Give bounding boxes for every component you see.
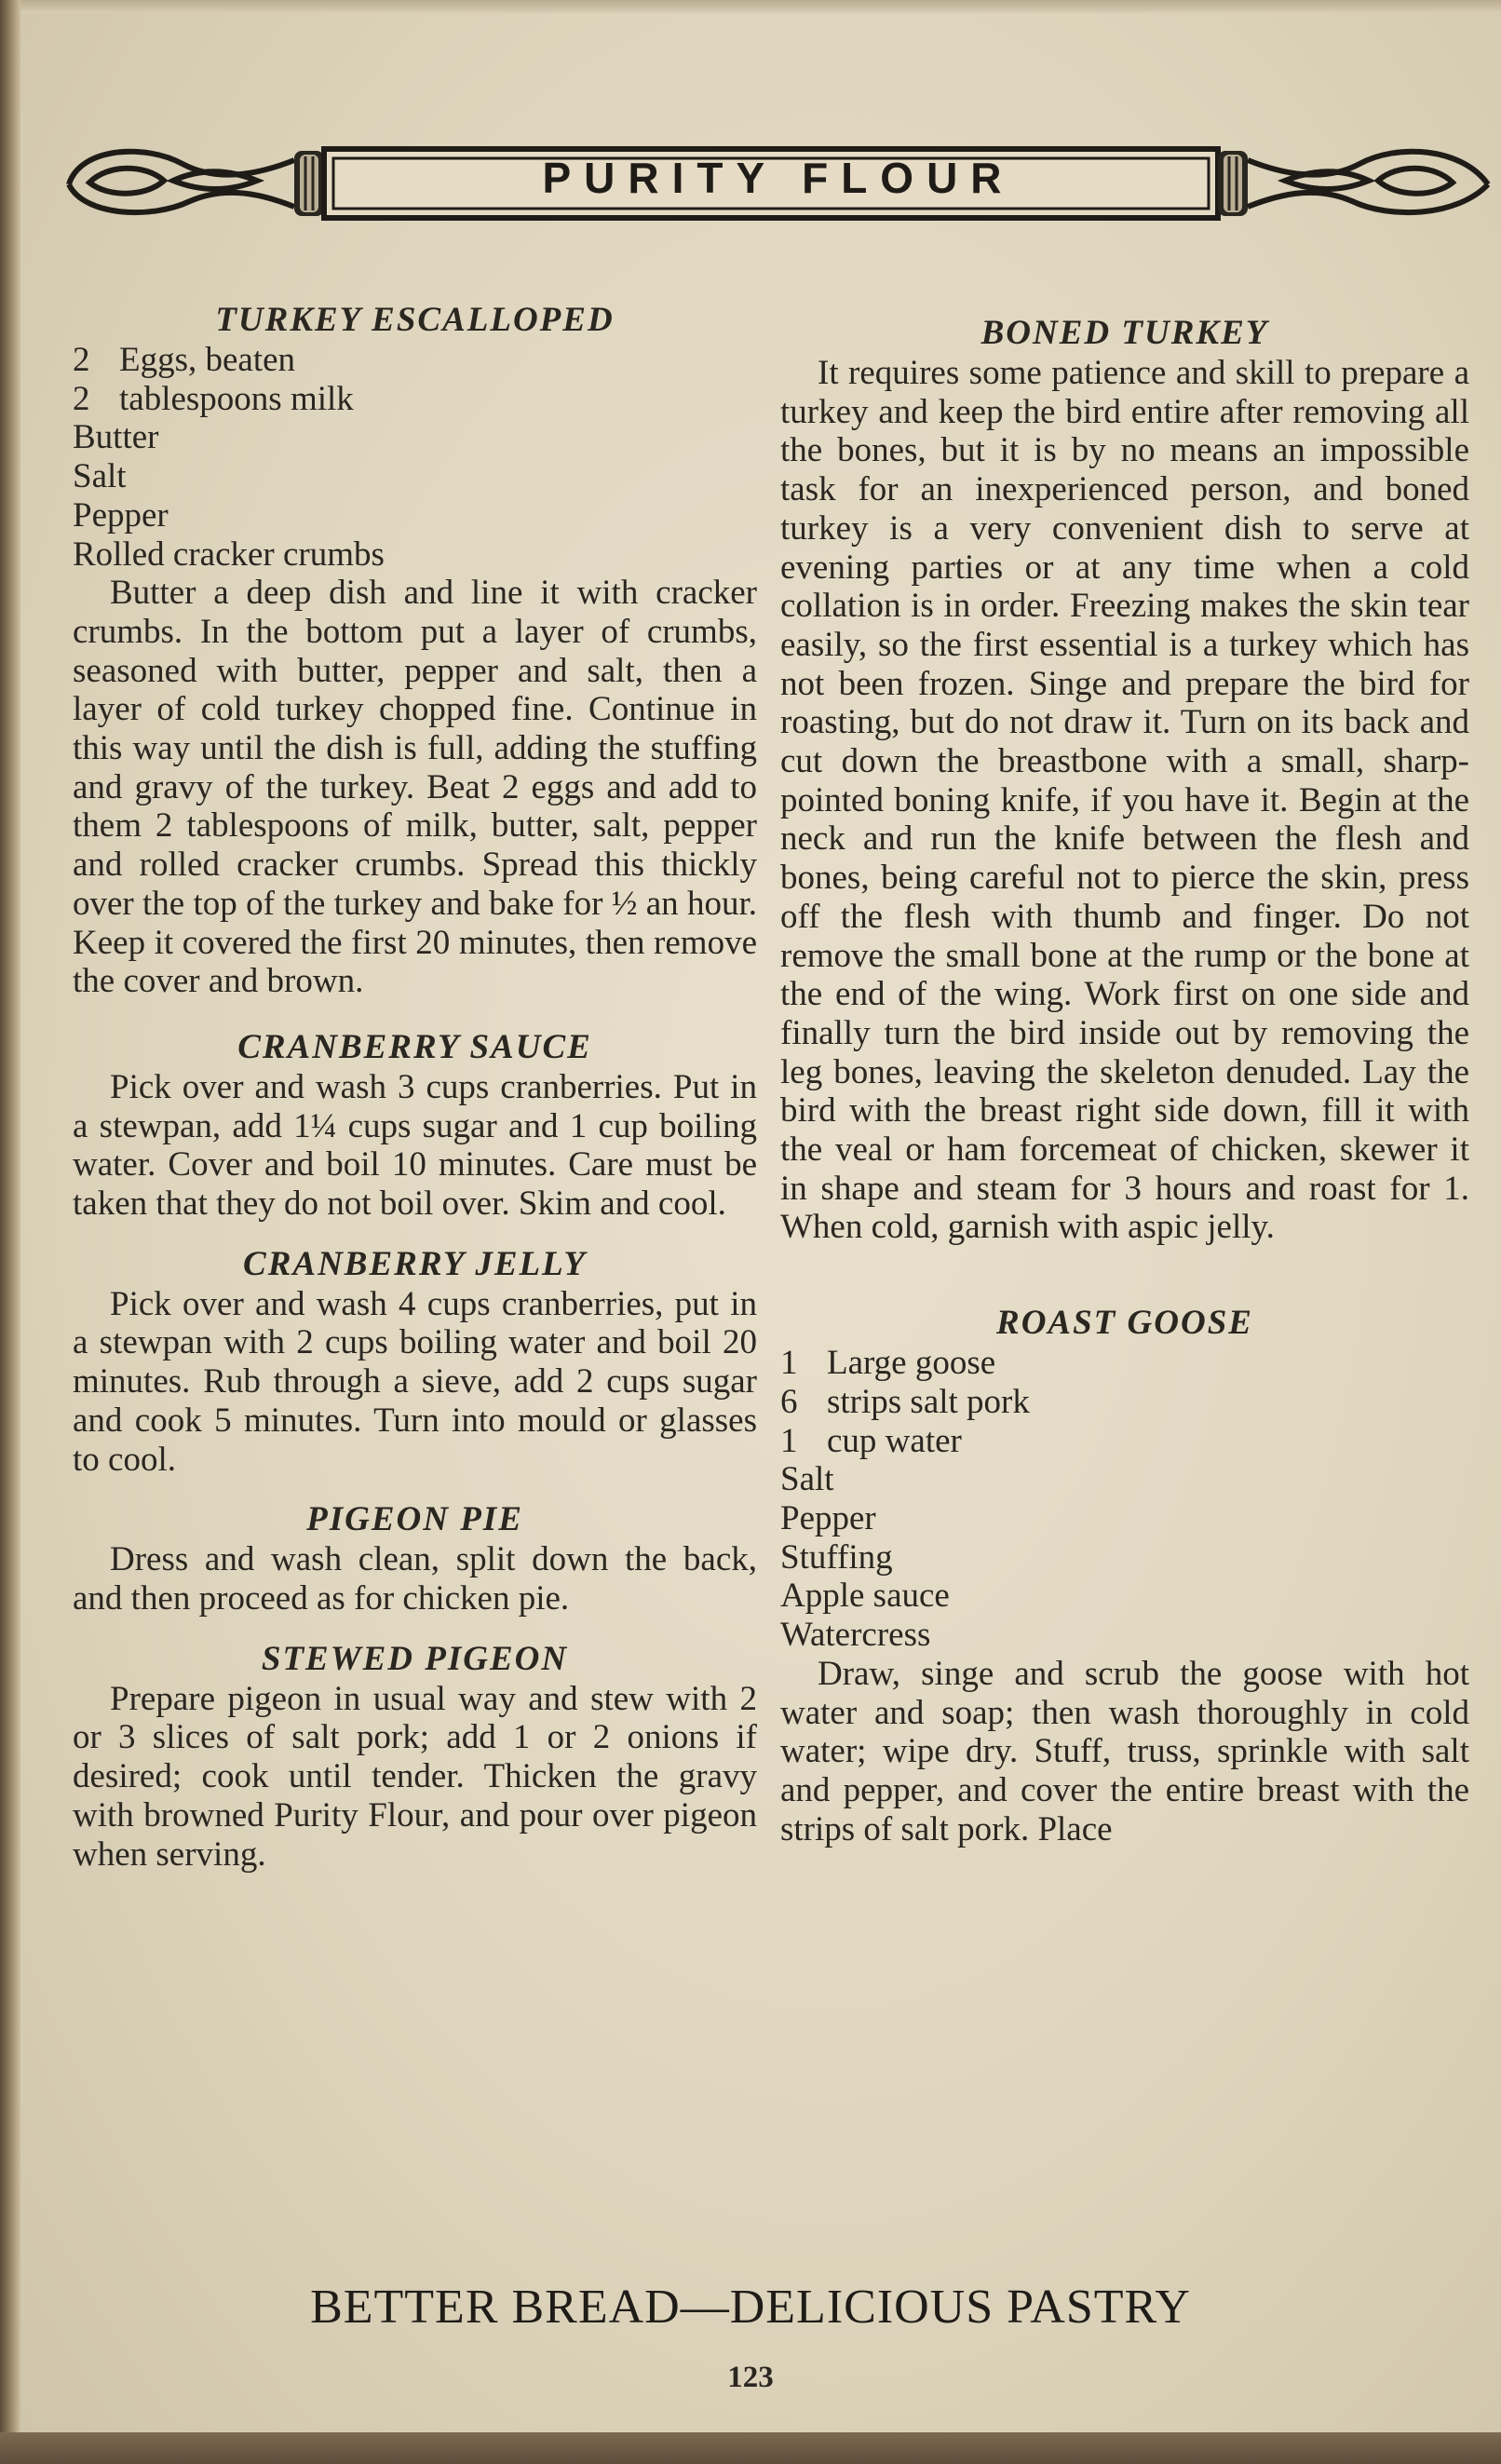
recipe-directions: Draw, singe and scrub the goose with hot water and soap; then wash thoroughly in cold water; wipe dry. Stuff, truss, sprinkle with salt and pepper, and cover the entire breast with the strips of salt pork. Place: [780, 1654, 1469, 1848]
right-column: [780, 300, 1469, 1848]
ingredient-item: Watercress: [780, 1616, 931, 1655]
recipe-title: STEWED PIGEON: [261, 1639, 569, 1678]
ingredient-list: [73, 341, 757, 574]
recipe-cranberry-sauce: [73, 1027, 757, 1224]
ingredient-list: [780, 1344, 1469, 1655]
ingredient-item: Apple sauce: [780, 1577, 950, 1616]
ingredient-item: 2 Eggs, beaten: [73, 341, 296, 379]
recipe-directions: Butter a deep dish and line it with cracker crumbs. In the bottom put a layer of crumbs, seasoned with butter, pepper and salt, then a layer of cold turkey chopped fine. Continue in this way until the dish is full, adding the stuffing and gravy of the turkey. Beat 2 eggs and add to them 2 tablespoons of milk, butter, salt, pepper and rolled cracker crumbs. Spread this thickly over the top of the turkey and bake for ½ an hour. Keep it covered the first 20 minutes, then remove the cover and brown.: [73, 574, 757, 1001]
recipe-title: ROAST GOOSE: [996, 1304, 1253, 1343]
ingredient-item: Butter: [73, 418, 159, 457]
page-top-edge: [20, 0, 1501, 13]
book-spine: [0, 0, 20, 2464]
ingredient-item: Salt: [780, 1460, 834, 1499]
ingredient-item: 1 Large goose: [780, 1344, 996, 1383]
recipe-directions: Pick over and wash 4 cups cranberries, put in a stewpan with 2 cups boiling water and boil 20 minutes. Rub through a sieve, add 2 cups sugar and cook 5 minutes. Turn into mould or glasses to cool.: [73, 1284, 757, 1479]
recipe-stewed-pigeon: [73, 1639, 757, 1875]
recipe-title: CRANBERRY SAUCE: [237, 1027, 592, 1066]
banner-title: PURITY FLOUR: [542, 154, 1015, 202]
recipe-title: BONED TURKEY: [980, 314, 1269, 352]
recipe-directions: Dress and wash clean, split down the back, and then proceed as for chicken pie.: [73, 1540, 757, 1618]
recipe-title: CRANBERRY JELLY: [243, 1244, 587, 1283]
page-bottom-edge: [0, 2432, 1501, 2464]
recipe-title: PIGEON PIE: [306, 1500, 523, 1539]
recipe-directions: Prepare pigeon in usual way and stew with 2 or 3 slices of salt pork; add 1 or 2 onions if desired; cook until tender. Thicken the gravy with browned Purity Flour, and pour over pigeon when serving.: [73, 1679, 757, 1874]
ingredient-item: Pepper: [780, 1498, 876, 1537]
recipe-boned-turkey: [780, 313, 1469, 1247]
ingredient-item: Salt: [73, 457, 127, 496]
recipe-title: TURKEY ESCALLOPED: [215, 301, 615, 339]
page-number: 123: [727, 2361, 774, 2394]
recipe-cranberry-jelly: [73, 1244, 757, 1480]
ingredient-item: Pepper: [73, 495, 169, 535]
recipe-turkey-escalloped: [73, 300, 757, 1001]
header-banner: [61, 127, 1495, 229]
ingredient-item: 6 strips salt pork: [780, 1382, 1030, 1421]
ingredient-item: 1 cup water: [780, 1421, 962, 1460]
ingredient-item: Rolled cracker crumbs: [73, 535, 385, 574]
ingredient-item: Stuffing: [780, 1537, 893, 1577]
footer-tagline: BETTER BREAD—DELICIOUS PASTRY: [310, 2281, 1191, 2334]
recipe-directions: It requires some patience and skill to prepare a turkey and keep the bird entire after removing all the bones, but it is by no means an impossible task for an inexperienced person, and boned turkey is a very convenient dish to serve at evening parties or at any time when a cold collation is in order. Freezing makes the skin tear easily, so the first essential is a turkey which has not been frozen. Singe and prepare the bird for roasting, but do not draw it. Turn on its back and cut down the breastbone with a small, sharp-pointed boning knife, if you have it. Begin at the neck and run the knife between the flesh and bones, being careful not to pierce the skin, press off the flesh with thumb and finger. Do not remove the small bone at the rump or the bone at the end of the wing. Work first on one side and finally turn the bird inside out by removing the leg bones, leaving the skeleton denuded. Lay the bird with the breast right side down, fill it with the veal or ham forcemeat of chicken, skewer it in shape and steam for 3 hours and roast for 1. When cold, garnish with aspic jelly.: [780, 354, 1469, 1247]
ingredient-item: 2 tablespoons milk: [73, 379, 354, 418]
recipe-roast-goose: [780, 1303, 1469, 1848]
left-column: [73, 300, 757, 1874]
recipe-directions: Pick over and wash 3 cups cranberries. Put in a stewpan, add 1¼ cups sugar and 1 cup boiling water. Cover and boil 10 minutes. Care must be taken that they do not boil over. Skim and cool.: [73, 1067, 757, 1224]
recipe-pigeon-pie: [73, 1499, 757, 1618]
